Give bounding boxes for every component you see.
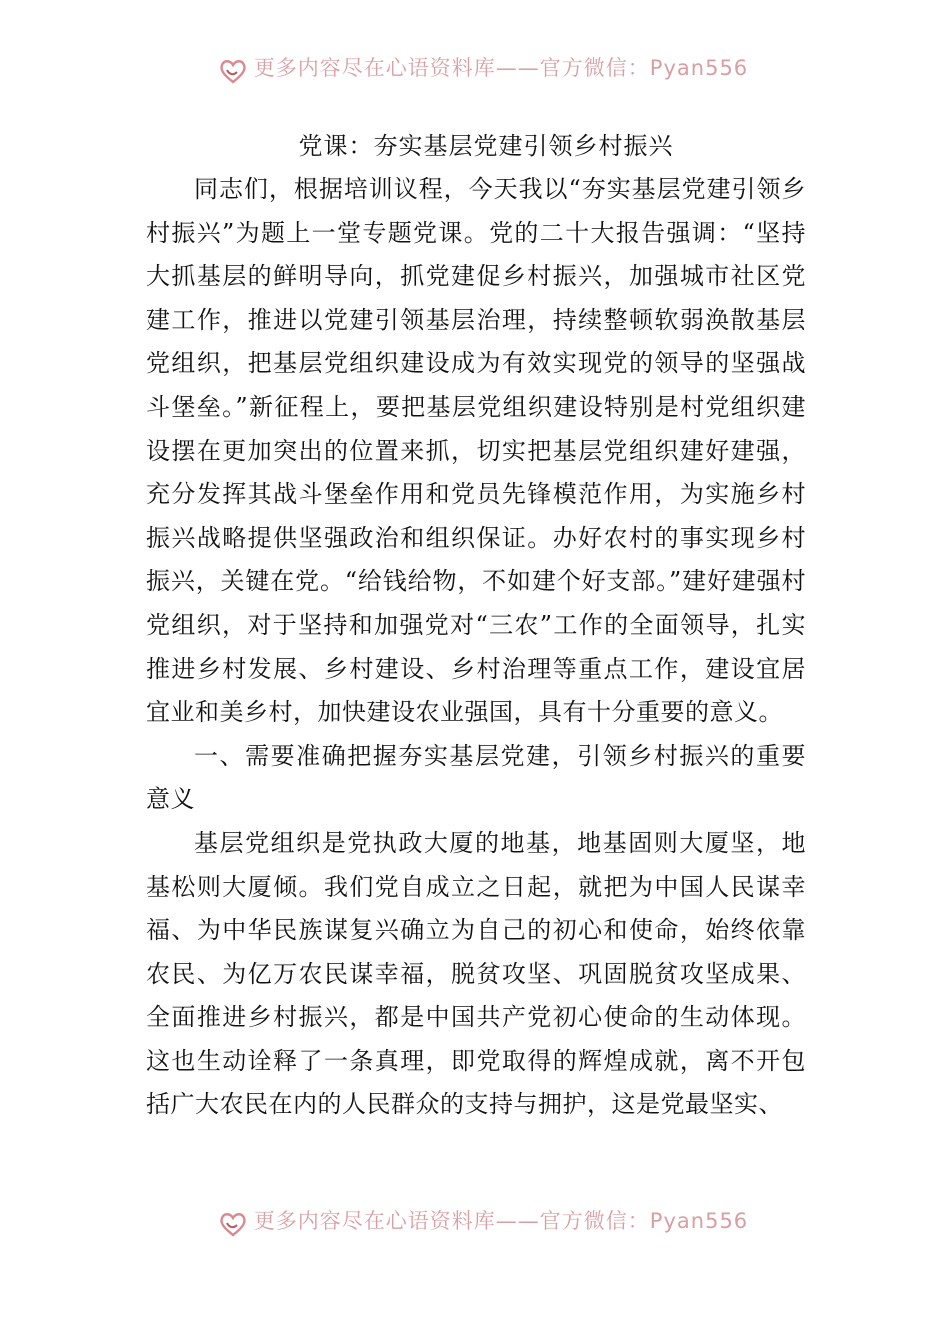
section-heading-1: 一、需要准确把握夯实基层党建，引领乡村振兴的重要意义	[146, 741, 806, 814]
heart-logo-icon	[218, 1209, 248, 1239]
paragraph-section-1: 基层党组织是党执政大厦的地基，地基固则大厦坚，地基松则大厦倾。我们党自成立之日起，就把为中国人民谋幸福、为中华民族谋复兴确立为自己的初心和使命，始终依靠农民、为亿万农民谋幸福，脱贫攻坚、巩固脱贫攻坚成果、全面推进乡村振兴，都是中国共产党初心使命的生动体现。这也生动诠释了一条真理，即党取得的辉煌成就，离不开包括广大农民在内的人民群众的支持与拥护，这是党最坚实、	[146, 828, 806, 1119]
paragraph-intro: 同志们，根据培训议程，今天我以“夯实基层党建引领乡村振兴”为题上一堂专题党课。党的二十大报告强调：“坚持大抓基层的鲜明导向，抓党建促乡村振兴，加强城市社区党建工作，推进以党建引领基层治理，持续整顿软弱涣散基层党组织，把基层党组织建设成为有效实现党的领导的坚强战斗堡垒。”新征程上，要把基层党组织建设特别是村党组织建设摆在更加突出的位置来抓，切实把基层党组织建好建强，充分发挥其战斗堡垒作用和党员先锋模范作用，为实施乡村振兴战略提供坚强政治和组织保证。办好农村的事实现乡村振兴，关键在党。“给钱给物，不如建个好支部。”建好建强村党组织，对于坚持和加强党对“三农”工作的全面领导，扎实推进乡村发展、乡村建设、乡村治理等重点工作，建设宜居宜业和美乡村，加快建设农业强国，具有十分重要的意义。	[146, 175, 806, 727]
document-body	[146, 124, 806, 1127]
watermark-header	[0, 54, 950, 88]
heart-logo-icon	[218, 56, 248, 86]
watermark-text: 更多内容尽在心语资料库——官方微信：Pyan556	[253, 56, 749, 80]
watermark-footer	[0, 1207, 950, 1241]
watermark-text: 更多内容尽在心语资料库——官方微信：Pyan556	[253, 1209, 749, 1233]
document-title: 党课：夯实基层党建引领乡村振兴	[298, 132, 674, 160]
